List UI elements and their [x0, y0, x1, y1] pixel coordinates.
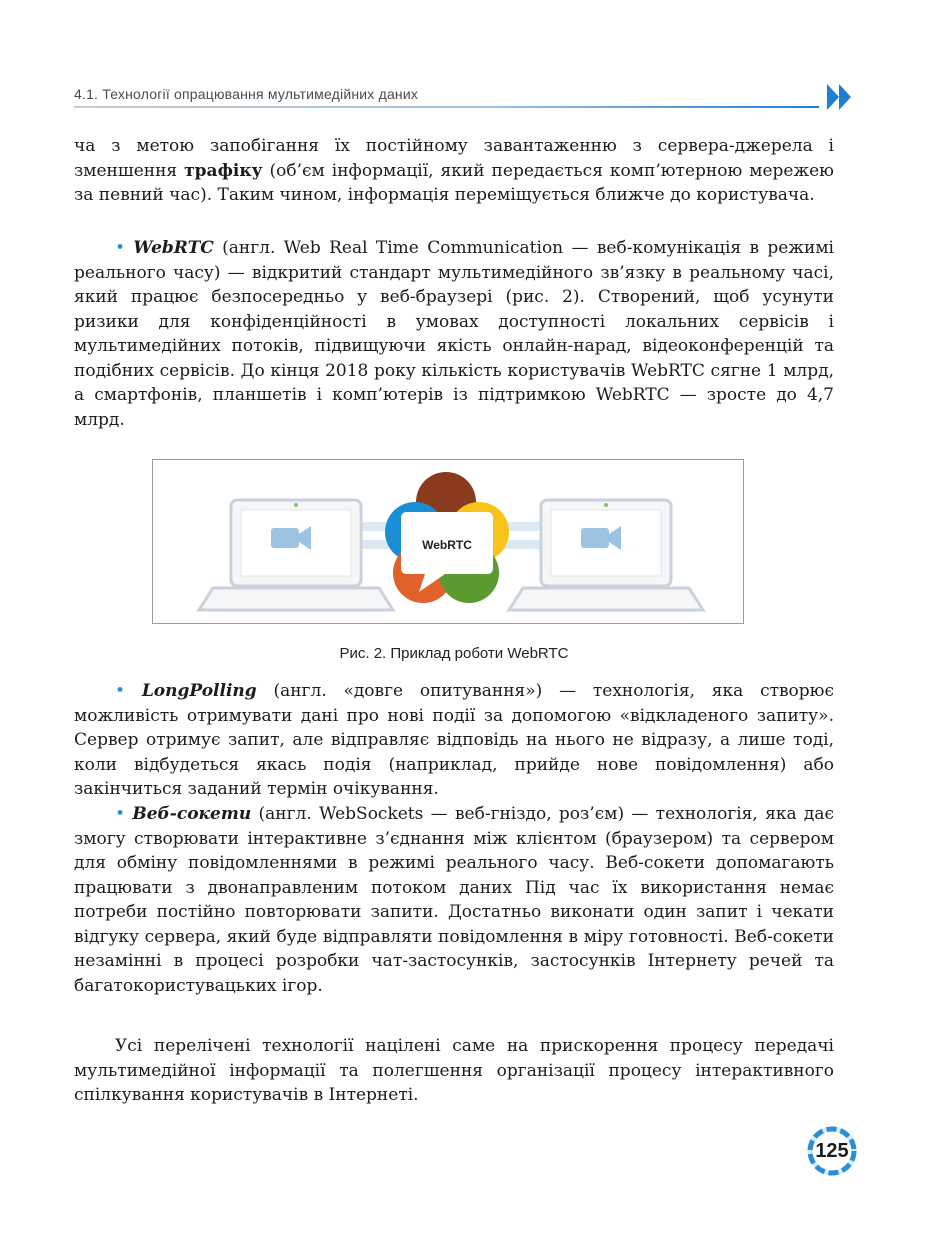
webrtc-logo	[385, 472, 509, 603]
term-longpolling: LongPolling	[141, 681, 257, 701]
term-traffic: трафіку	[184, 160, 263, 181]
running-header	[74, 84, 834, 108]
bullet: •	[115, 238, 126, 258]
page-number-badge	[806, 1125, 858, 1177]
double-chevron-right-icon	[825, 82, 855, 112]
webrtc-logo-label: WebRTC	[422, 538, 472, 552]
longpolling-text: (англ. «довге опитування») — технологія, яка створює можливість отримувати дані про нові події за допомогою «відкладеного запиту». Сервер отримує запит, але відправляє відповідь на нього не відразу, а лише тоді, коли відбудеться якась подія (наприклад, прийде нове повідомлення) або закінчиться заданий термін очікування.	[74, 681, 834, 799]
para1-text-1: ча з метою запобігання їх постійному завантаженню з сервера-джерела і зменшення	[74, 136, 834, 181]
paragraph-websockets	[74, 802, 834, 998]
term-webrtc: WebRTC	[133, 238, 214, 258]
paragraph-webrtc	[74, 236, 834, 432]
websockets-text: (англ. WebSockets — веб-гніздо, роз’єм) — технологія, яка дає змогу створювати інтерактивне з’єднання між клієнтом (браузером) та сервером для обміну повідомленнями в режимі реального часу. Веб-сокети допомагають працювати з двонаправленим потоком даних Під час їх використання немає потреби постійно повторювати запити. Достатньо виконати один запит і чекати відгуку сервера, який буде відправляти повідомлення в міру готовності. Веб-сокети незамінні в процесі розробки чат-застосунків, застосунків Інтернету речей та багатокористувацьких ігор.	[74, 804, 834, 996]
bullet: •	[115, 681, 126, 701]
paragraph-longpolling	[74, 679, 834, 802]
conclusion-text: Усі перелічені технології націлені саме на прискорення процесу передачі мультимедійної інформації та полегшення організації процесу інтерактивного спілкування користувачів в Інтернеті.	[74, 1036, 834, 1105]
webrtc-illustration	[153, 460, 743, 623]
header-rule	[74, 106, 819, 108]
paragraph-conclusion	[74, 1034, 834, 1108]
header-title: 4.1. Технології опрацювання мультимедійних даних	[74, 86, 419, 102]
paragraph-cdn-continuation	[74, 134, 834, 208]
bullet: •	[115, 804, 126, 824]
para1-text-2: (об’єм інформації, який передається комп’ютерною мережею за певний час). Таким чином, інформація переміщується ближче до користувача.	[74, 160, 834, 205]
laptop-left-icon	[199, 500, 393, 610]
page-number: 125	[815, 1140, 849, 1162]
webrtc-text: (англ. Web Real Time Communication — веб-комунікація в режимі реального часу) — відкритий стандарт мультимедійного зв’язку в реальному часі, який працює безпосередньо у веб-браузері (рис. 2). Створений, щоб усунути ризики для конфіденційності в умовах доступності локальних сервісів і мультимедійних потоків, підвищуючи якість онлайн-нарад, відеоконференцій та подібних сервісів. До кінця 2018 року кількість користувачів WebRTC сягне 1 млрд, а смартфонів, планшетів і комп’ютерів із підтримкою WebRTC — зросте до 4,7 млрд.	[74, 238, 834, 430]
laptop-right-icon	[509, 500, 703, 610]
figure-webrtc-example	[152, 459, 744, 624]
term-websockets: Веб-сокети	[132, 804, 252, 824]
figure-caption: Рис. 2. Приклад роботи WebRTC	[339, 645, 569, 662]
